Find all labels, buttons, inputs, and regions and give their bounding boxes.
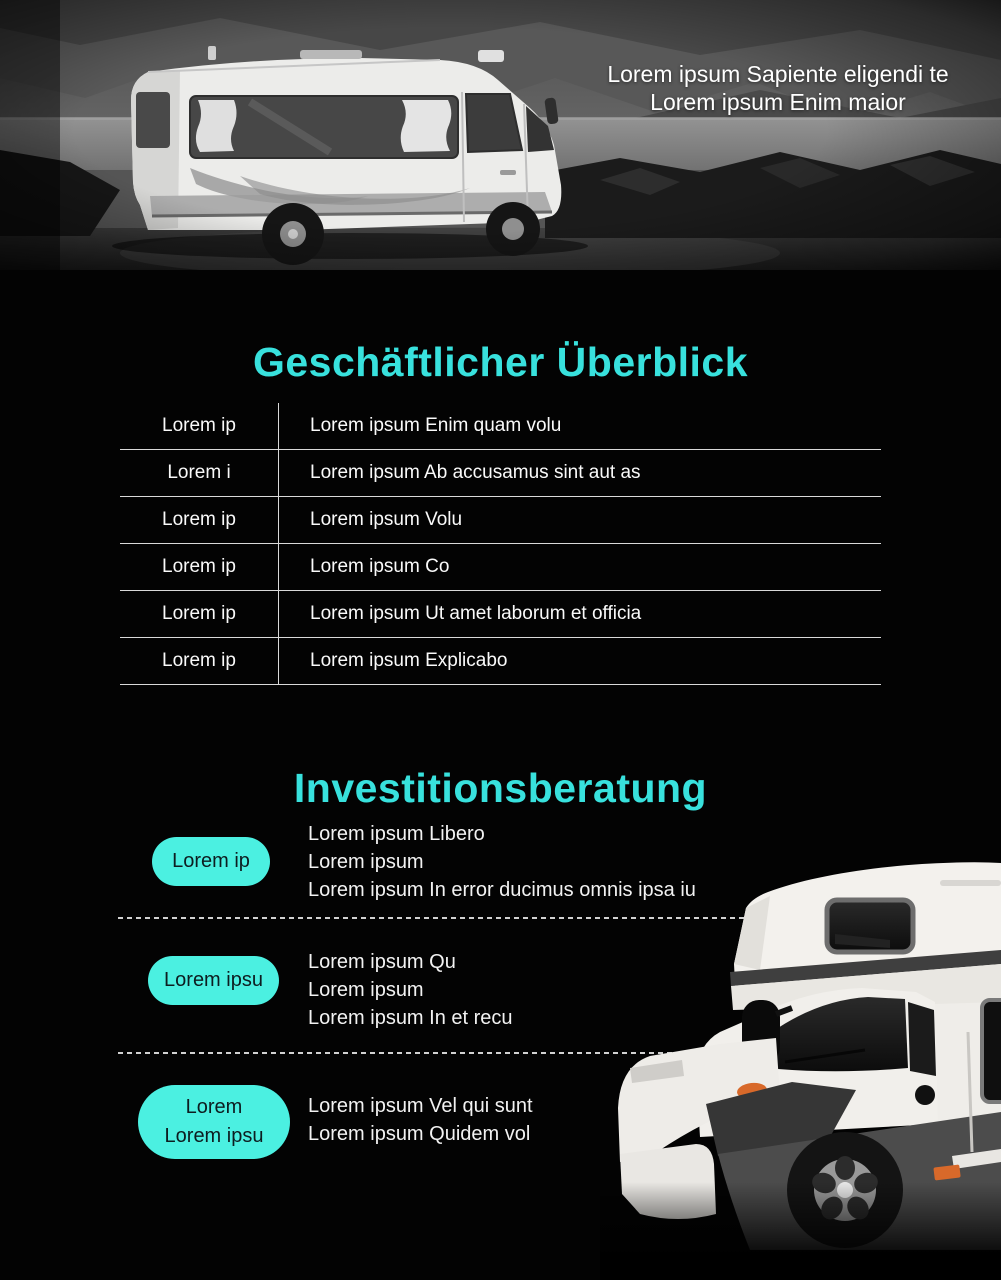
table-row bbox=[120, 591, 881, 638]
table-row bbox=[120, 638, 881, 685]
table-cell-value: Lorem ipsum Ut amet laborum et officia bbox=[310, 603, 642, 624]
pill-label bbox=[148, 956, 279, 1005]
hero-caption bbox=[578, 60, 978, 116]
campervan-coast-photo-icon bbox=[0, 0, 1001, 270]
hero-image bbox=[0, 0, 1001, 270]
overview-title: Geschäftlicher Überblick bbox=[252, 339, 749, 386]
item-line: Lorem ipsum Libero bbox=[308, 823, 485, 845]
table-row bbox=[120, 497, 881, 544]
table-cell-value: Lorem ipsum Volu bbox=[310, 509, 463, 530]
pill-label-line: Lorem ipsu bbox=[164, 969, 263, 991]
table-cell-value: Lorem ipsum Enim quam volu bbox=[310, 415, 562, 436]
hero-caption-line2: Lorem ipsum Enim maior bbox=[650, 89, 906, 115]
table-cell-label: Lorem ip bbox=[120, 591, 279, 637]
item-line: Lorem ipsum Vel qui sunt bbox=[308, 1095, 533, 1117]
item-line: Lorem ipsum Quidem vol bbox=[308, 1123, 531, 1145]
item-line: Lorem ipsum In et recu bbox=[308, 1007, 513, 1029]
item-line: Lorem ipsum Qu bbox=[308, 951, 456, 973]
hero-caption-line1: Lorem ipsum Sapiente eligendi te bbox=[607, 61, 949, 87]
investment-item-text bbox=[308, 948, 513, 1032]
investment-title: Investitionsberatung bbox=[293, 765, 708, 812]
table-cell-label: Lorem ip bbox=[120, 544, 279, 590]
pill-label bbox=[138, 1085, 290, 1159]
table-cell-label: Lorem i bbox=[120, 450, 279, 496]
table-row bbox=[120, 403, 881, 450]
overview-table bbox=[120, 403, 881, 685]
table-cell-label: Lorem ip bbox=[120, 638, 279, 684]
table-row bbox=[120, 450, 881, 497]
pill-label-line: Lorem ipsu bbox=[164, 1125, 264, 1147]
item-line: Lorem ipsum In error ducimus omnis ipsa iu bbox=[308, 879, 696, 901]
pill-label-line: Lorem bbox=[185, 1096, 243, 1118]
table-row bbox=[120, 544, 881, 591]
table-cell-label: Lorem ip bbox=[120, 497, 279, 543]
item-line: Lorem ipsum bbox=[308, 851, 424, 873]
table-cell-value: Lorem ipsum Ab accusamus sint aut as bbox=[310, 462, 641, 483]
table-cell-label: Lorem ip bbox=[120, 403, 279, 449]
investment-item-text bbox=[308, 1092, 533, 1148]
rv-image bbox=[600, 852, 1001, 1280]
pill-label-line: Lorem ip bbox=[172, 850, 250, 872]
table-cell-value: Lorem ipsum Explicabo bbox=[310, 650, 508, 671]
item-line: Lorem ipsum bbox=[308, 979, 424, 1001]
white-camper-rv-photo-icon bbox=[600, 852, 1001, 1280]
table-cell-value: Lorem ipsum Co bbox=[310, 556, 450, 577]
pill-label bbox=[152, 837, 270, 886]
